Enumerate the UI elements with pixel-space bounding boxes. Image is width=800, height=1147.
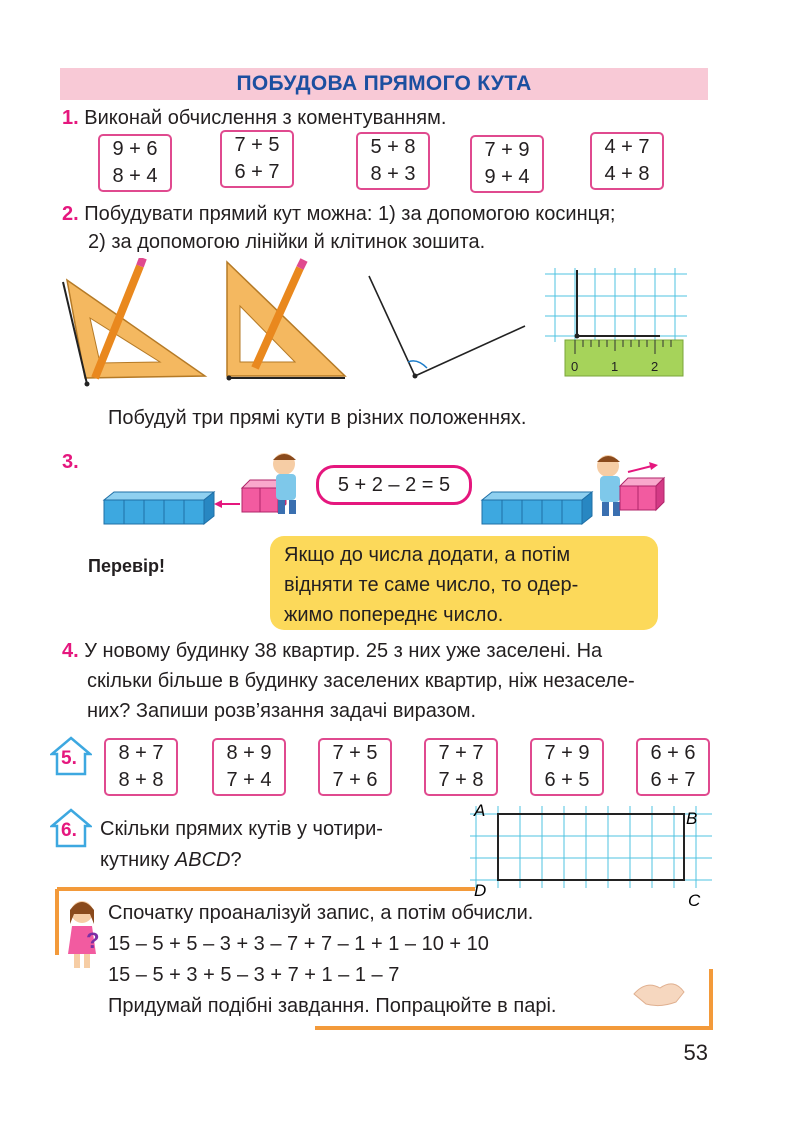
expr: 7 + 5 <box>234 134 280 156</box>
expr: 7 + 5 <box>332 742 378 764</box>
task2-line1 <box>62 200 615 228</box>
bonus-expression-1: 15 – 5 + 5 – 3 + 3 – 7 + 7 – 1 + 1 – 10 + 10 <box>108 933 489 955</box>
task1-box-3 <box>356 132 430 190</box>
ruler-label-1: 1 <box>611 359 619 374</box>
right-angle-drawing <box>369 276 525 379</box>
rule-line-3: жимо попереднє число. <box>284 604 504 626</box>
expr: 5 + 8 <box>370 136 416 158</box>
boy-right <box>597 455 620 516</box>
svg-text:?: ? <box>86 928 100 953</box>
page-title: ПОБУДОВА ПРЯМОГО КУТА <box>236 72 532 95</box>
expr: 4 + 7 <box>604 136 650 158</box>
page-number: 53 <box>683 1040 708 1065</box>
vertex-a: A <box>474 801 486 820</box>
expr: 6 + 5 <box>544 769 590 791</box>
blue-cubes-left <box>104 492 214 524</box>
vertex-c: C <box>688 891 701 910</box>
girl-question-icon <box>60 898 106 972</box>
task3-equation <box>316 465 472 505</box>
task1-text: Виконай обчислення з коментуванням. <box>84 107 447 129</box>
set-square-2 <box>227 260 346 381</box>
rule-line-2: відняти те саме число, то одер- <box>284 574 579 596</box>
ruler-label-0: 0 <box>571 359 579 374</box>
task5-box-1 <box>104 738 178 796</box>
bonus-text <box>108 898 556 1022</box>
expr: 7 + 7 <box>438 742 484 764</box>
quadrilateral-name: ABCD <box>174 849 231 871</box>
expr: 4 + 8 <box>604 163 650 185</box>
ruler-label-2: 2 <box>651 359 659 374</box>
task2-text-1: Побудувати прямий кут можна: 1) за допомогою косинця; <box>84 203 616 225</box>
expr: 6 + 7 <box>234 161 280 183</box>
task4-line-2: скільки більше в будинку заселених квартир, ніж незаселе- <box>87 670 635 692</box>
expr: 8 + 3 <box>370 163 416 185</box>
task2-line2: 2) за допомогою лінійки й клітинок зошита. <box>88 231 486 253</box>
handshake-icon <box>630 972 688 1012</box>
bonus-line-4: Придумай подібні завдання. Попрацюйте в парі. <box>108 995 557 1017</box>
task5-box-6 <box>636 738 710 796</box>
task5-number: 5. <box>61 748 77 769</box>
grid-with-ruler <box>545 268 687 342</box>
expr: 7 + 6 <box>332 769 378 791</box>
bonus-line-1: Спочатку проаналізуй запис, а потім обчисли. <box>108 902 534 924</box>
task6-text <box>100 814 383 876</box>
task1-box-5 <box>590 132 664 190</box>
expr: 7 + 9 <box>544 742 590 764</box>
task1-box-2 <box>220 130 294 188</box>
expr: 7 + 9 <box>484 139 530 161</box>
task4-line-1: У новому будинку 38 квартир. 25 з них уже заселені. На <box>84 640 603 662</box>
expr: 7 + 8 <box>438 769 484 791</box>
task1-number: 1. <box>62 107 79 129</box>
equation-text: 5 + 2 – 2 = 5 <box>337 473 451 496</box>
expr: 6 + 6 <box>650 742 696 764</box>
task4-number: 4. <box>62 640 79 662</box>
expr: 8 + 9 <box>226 742 272 764</box>
bonus-expression-2: 15 – 5 + 3 + 5 – 3 + 7 + 1 – 1 – 7 <box>108 964 400 986</box>
expr: 8 + 4 <box>112 165 158 187</box>
task2-instruction: Побудуй три прямі кути в різних положеннях. <box>108 407 527 429</box>
set-square-1 <box>63 258 205 387</box>
expr: 9 + 4 <box>484 166 530 188</box>
expr: 8 + 7 <box>118 742 164 764</box>
task5-box-5 <box>530 738 604 796</box>
vertex-b: B <box>686 809 698 828</box>
rule-line-1: Якщо до числа додати, а потім <box>284 544 571 566</box>
task1-box-4 <box>470 135 544 193</box>
task6-line-2 <box>100 845 383 876</box>
task1-heading <box>62 104 446 132</box>
task2-illustrations <box>55 258 695 388</box>
task6-number: 6. <box>61 820 77 841</box>
task2-number: 2. <box>62 203 79 225</box>
page-title-bar <box>60 68 708 100</box>
task4-line-3: них? Запиши розв’язання задачі виразом. <box>87 700 476 722</box>
task5-box-4 <box>424 738 498 796</box>
task6-line-1: Скільки прямих кутів у чотири- <box>100 818 383 840</box>
task1-box-1 <box>98 134 172 192</box>
expr: 8 + 8 <box>118 769 164 791</box>
expr: 7 + 4 <box>226 769 272 791</box>
expr: 9 + 6 <box>112 138 158 160</box>
task5-box-3 <box>318 738 392 796</box>
blue-cubes-right <box>482 492 592 524</box>
pink-cubes-right <box>620 478 664 510</box>
task5-box-2 <box>212 738 286 796</box>
task6-line-2-prefix: кутнику <box>100 849 175 871</box>
check-label: Перевір! <box>88 556 166 576</box>
expr: 6 + 7 <box>650 769 696 791</box>
task3-number: 3. <box>62 451 79 473</box>
vertex-d: D <box>474 881 487 900</box>
rectangle-abcd <box>498 814 684 880</box>
task4 <box>62 636 712 726</box>
rule-note <box>270 536 658 630</box>
task6-line-2-suffix: ? <box>230 849 242 871</box>
